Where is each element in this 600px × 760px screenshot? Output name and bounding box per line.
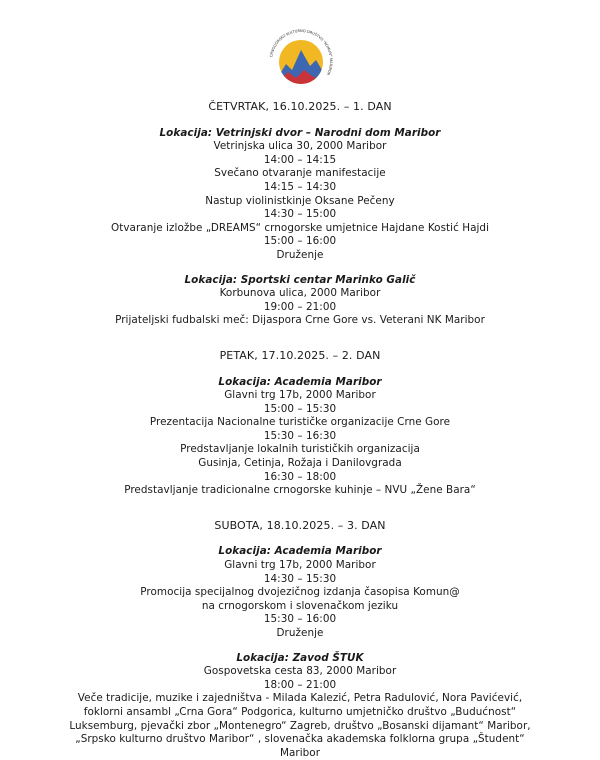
location-block <box>0 376 600 498</box>
schedule-line: na crnogorskom i slovenačkom jeziku <box>201 599 399 612</box>
schedule-line: Veče tradicije, muzike i zajedništva - Milada Kalezić, Petra Radulović, Nora Pavićević, <box>77 692 523 705</box>
schedule-line: Gospovetska cesta 83, 2000 Maribor <box>203 665 397 678</box>
schedule-line: Prezentacija Nacionalne turističke organizacije Crne Gore <box>149 416 451 429</box>
schedule-line: 14:30 – 15:30 <box>263 572 337 585</box>
schedule-line: foklorni ansambl „Crna Gora“ Podgorica, kulturno umjetničko društvo „Budućnost“ <box>83 705 517 718</box>
schedule-line: Korbunova ulica, 2000 Maribor <box>219 287 381 300</box>
schedule-line: 14:00 – 14:15 <box>263 153 337 166</box>
schedule-line: Promocija specijalnog dvojezičnog izdanja časopisa Komun@ <box>140 586 460 599</box>
schedule-line: Maribor <box>279 746 321 759</box>
schedule-line: 14:15 – 14:30 <box>263 180 337 193</box>
schedule-line: Svečano otvaranje manifestacije <box>214 167 386 180</box>
schedule-line: 15:30 – 16:30 <box>263 429 337 442</box>
schedule-line: „Srpsko kulturno društvo Maribor“ , slovenačka akademska folklorna grupa „Študent“ <box>75 733 525 746</box>
location-block <box>0 545 600 640</box>
location-title: Lokacija: Zavod ŠTUK <box>236 651 364 664</box>
schedule-document <box>0 96 600 760</box>
logo-ring-text: CRNOGORSKO KULTURNO DRUŠTVO "KOMUN" MARIBOR <box>269 28 334 76</box>
schedule-line: Predstavljanje lokalnih turističkih organizacija <box>180 443 420 456</box>
location-title: Lokacija: Sportski centar Marinko Galič <box>184 273 416 286</box>
location-title: Lokacija: Vetrinjski dvor – Narodni dom Maribor <box>159 126 441 139</box>
schedule-line: Luksemburg, pjevački zbor „Montenegro“ Zagreb, društvo „Bosanski dijamant“ Maribor, <box>69 719 531 732</box>
day-separator <box>0 498 600 515</box>
location-title: Lokacija: Academia Maribor <box>218 375 382 388</box>
logo <box>266 26 336 96</box>
schedule-line: Vetrinjska ulica 30, 2000 Maribor <box>213 140 387 153</box>
schedule-line: Druženje <box>276 248 324 261</box>
schedule-line: Otvaranje izložbe „DREAMS“ crnogorske umjetnice Hajdane Kostić Hajdi <box>110 221 490 234</box>
schedule-line: Predstavljanje tradicionalne crnogorske kuhinje – NVU „Žene Bara“ <box>124 484 476 497</box>
schedule-line: Prijateljski fudbalski meč: Dijaspora Crne Gore vs. Veterani NK Maribor <box>115 314 485 327</box>
location-title: Lokacija: Academia Maribor <box>218 545 382 558</box>
schedule-line: Nastup violinistkinje Oksane Pečeny <box>205 194 395 207</box>
logo-emblem <box>266 26 336 96</box>
day-separator <box>0 328 600 345</box>
day-heading: PETAK, 17.10.2025. – 2. DAN <box>219 348 381 362</box>
schedule-line: 15:30 – 16:00 <box>263 613 337 626</box>
schedule-line: 15:00 – 15:30 <box>263 402 337 415</box>
location-block <box>0 274 600 328</box>
schedule-line: 16:30 – 18:00 <box>263 470 337 483</box>
location-block <box>0 127 600 263</box>
location-block <box>0 652 600 760</box>
day-heading: ČETVRTAK, 16.10.2025. – 1. DAN <box>208 100 392 113</box>
schedule-line: Glavni trg 17b, 2000 Maribor <box>224 559 376 572</box>
schedule-line: Gusinja, Cetinja, Rožaja i Danilovgrada <box>198 457 402 470</box>
day-heading: SUBOTA, 18.10.2025. – 3. DAN <box>214 518 386 532</box>
schedule-line: 19:00 – 21:00 <box>263 300 337 313</box>
schedule-line: 18:00 – 21:00 <box>263 678 337 691</box>
schedule-line: Glavni trg 17b, 2000 Maribor <box>224 389 376 402</box>
schedule-line: Druženje <box>276 627 324 639</box>
schedule-line: 14:30 – 15:00 <box>263 208 337 221</box>
schedule-line: 15:00 – 16:00 <box>263 235 337 248</box>
